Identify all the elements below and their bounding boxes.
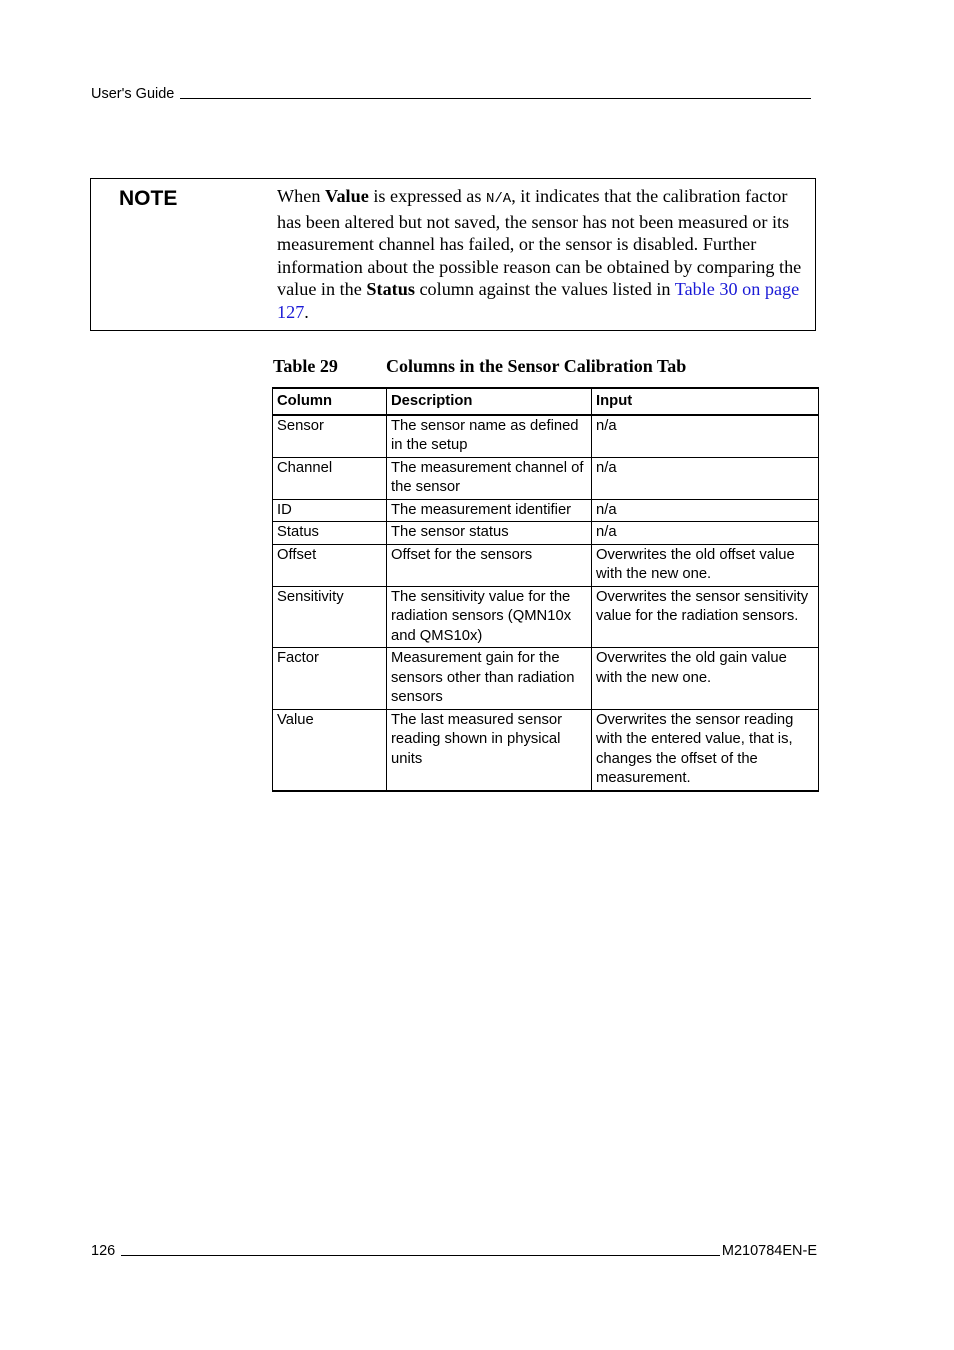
table-row — [273, 457, 819, 499]
cell-column: Sensor — [273, 415, 387, 458]
sensor-calibration-table — [272, 387, 819, 792]
table-row — [273, 522, 819, 545]
cell-column: Offset — [273, 544, 387, 586]
table-row — [273, 709, 819, 791]
table-row — [273, 415, 819, 458]
cell-column: Factor — [273, 648, 387, 710]
cell-input: n/a — [592, 415, 819, 458]
cell-input: n/a — [592, 457, 819, 499]
footer-rule — [121, 1255, 720, 1256]
cell-description: Offset for the sensors — [387, 544, 592, 586]
cell-column: ID — [273, 499, 387, 522]
cell-input: Overwrites the sensor sensitivity value for the radiation sensors. — [592, 586, 819, 648]
header-rule — [180, 98, 811, 99]
table-30-link[interactable]: Table 30 on page 127 — [277, 279, 800, 322]
doc-code: M210784EN-E — [721, 1243, 817, 1259]
page-number: 126 — [91, 1243, 116, 1259]
note-text — [277, 185, 813, 324]
note-label: NOTE — [119, 187, 178, 210]
cell-description: The measurement channel of the sensor — [387, 457, 592, 499]
cell-input: Overwrites the old offset value with the new one. — [592, 544, 819, 586]
header-input: Input — [592, 388, 819, 415]
note-text-1: When — [277, 186, 325, 206]
table-caption-number: Table 29 — [273, 356, 338, 376]
cell-column: Status — [273, 522, 387, 545]
table-row — [273, 586, 819, 648]
table-caption — [273, 356, 686, 377]
header-column: Column — [273, 388, 387, 415]
cell-description: The sensor name as defined in the setup — [387, 415, 592, 458]
note-bold-status: Status — [366, 279, 415, 300]
page-header — [91, 86, 811, 102]
header-description: Description — [387, 388, 592, 415]
cell-column: Value — [273, 709, 387, 791]
cell-description: The measurement identifier — [387, 499, 592, 522]
note-bold-value: Value — [324, 186, 369, 206]
table-header-row — [273, 388, 819, 415]
note-text-2: is expressed as — [368, 186, 486, 206]
cell-column: Sensitivity — [273, 586, 387, 648]
cell-input: Overwrites the sensor reading with the entered value, that is, changes the offset of the measurement. — [592, 709, 819, 791]
cell-column: Channel — [273, 457, 387, 499]
cell-description: Measurement gain for the sensors other than radiation sensors — [387, 648, 592, 710]
cell-description: The sensor status — [387, 522, 592, 545]
table-row — [273, 648, 819, 710]
cell-input: Overwrites the old gain value with the new one. — [592, 648, 819, 710]
cell-description: The sensitivity value for the radiation sensors (QMN10x and QMS10x) — [387, 586, 592, 648]
table-row — [273, 499, 819, 522]
page-footer — [91, 1243, 817, 1259]
note-text-3: , it indicates that the calibration factor has been altered but not saved, the sensor has not been measured or its measurement channel has failed, or the sensor is disabled. Further information about the possible reason can be obtained by comparing the value in the — [277, 186, 802, 300]
table-caption-title: Columns in the Sensor Calibration Tab — [386, 356, 687, 376]
note-text-4: column against the values listed in — [414, 279, 675, 300]
note-box — [90, 178, 816, 331]
header-title: User's Guide — [91, 86, 175, 102]
cell-input: n/a — [592, 522, 819, 545]
cell-input: n/a — [592, 499, 819, 522]
note-text-5: . — [304, 301, 309, 322]
cell-description: The last measured sensor reading shown in physical units — [387, 709, 592, 791]
table-row — [273, 544, 819, 586]
note-code: N/A — [485, 191, 512, 207]
